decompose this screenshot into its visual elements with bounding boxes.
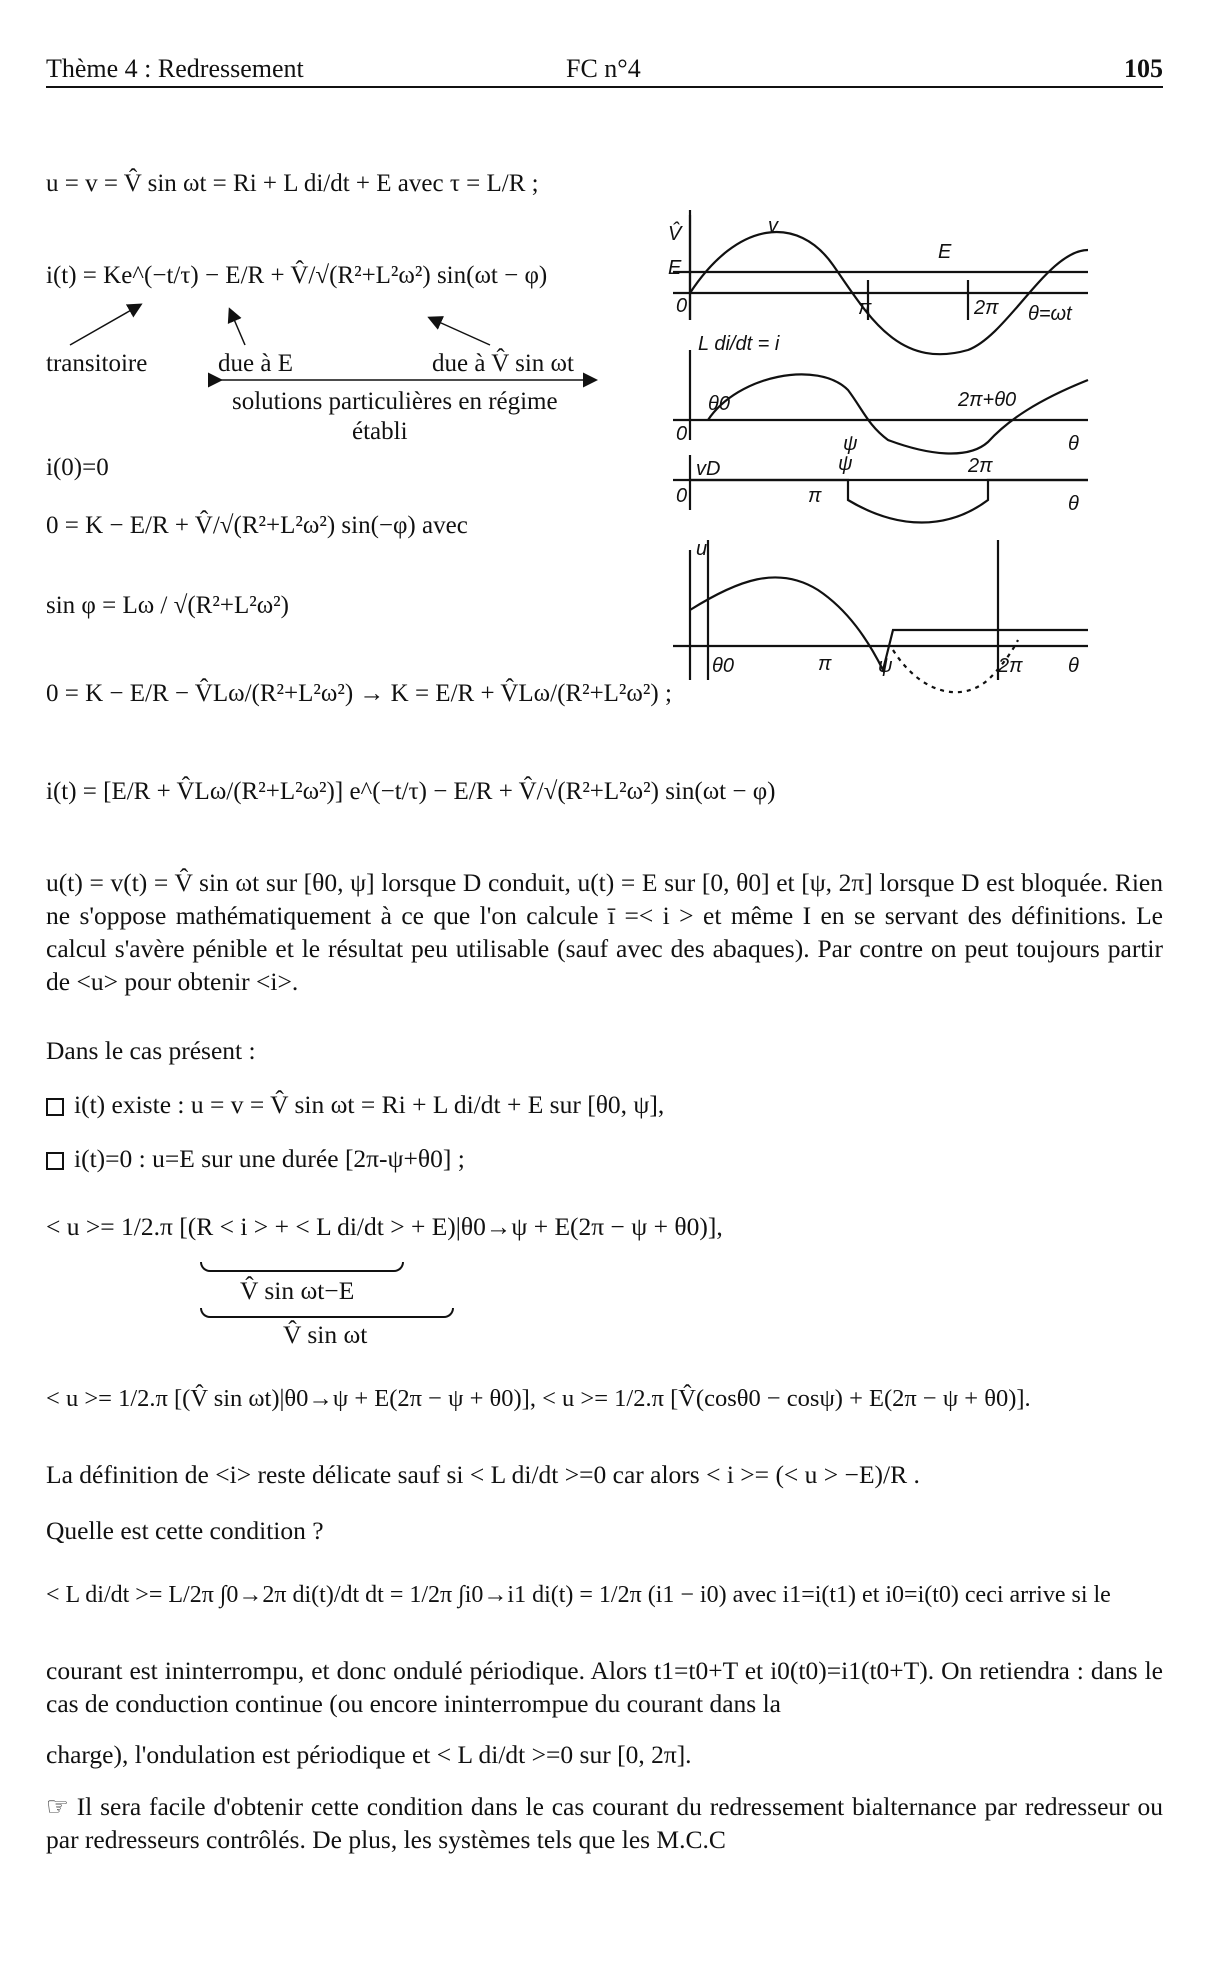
bullet-text-1: i(t) existe : u = v = V̂ sin ωt = Ri + L di/dt + E sur [θ0, ψ], bbox=[74, 1090, 665, 1119]
page-header bbox=[46, 52, 1163, 88]
label-psi-3: ψ bbox=[838, 453, 853, 475]
paragraph-ininterrompu: courant est ininterrompu, et donc ondulé périodique. Alors t1=t0+T et i0(t0)=i1(t0+T). On retiendra : dans le cas de conduction continue (ou encore ininterrompue du courant dans la bbox=[46, 1656, 1163, 1718]
label-E-curve: E bbox=[938, 241, 952, 263]
equation-average-u-2: < u >= 1/2.π [(V̂ sin ωt)|θ0→ψ + E(2π − ψ + θ0)], < u >= 1/2.π [V̂(cosθ0 − cosψ) + E(2π − ψ + θ0)]. bbox=[46, 1385, 1031, 1412]
arrow-due-v bbox=[430, 318, 490, 345]
checkbox-icon bbox=[46, 1098, 64, 1116]
label-theta0-2: θ0 bbox=[708, 393, 730, 415]
label-due-e: due à E bbox=[218, 350, 293, 377]
paragraph-conduction: u(t) = v(t) = V̂ sin ωt sur [θ0, ψ] lorsque D conduit, u(t) = E sur [0, θ0] et [ψ, 2π] lorsque D est bloquée. Rien ne s'oppose mathématiquement à ce que l'on calcule ī =< i > et même I en se servant des définitions. Le calcul s'avère pénible et le résultat peu utilisable (sauf avec des abaques). Par contre on peut toujours partir de <u> pour obtenir <i>. bbox=[46, 868, 1163, 996]
label-solutions: solutions particulières en régime bbox=[232, 388, 558, 415]
equation-k1: 0 = K − E/R + V̂/√(R²+L²ω²) sin(−φ) avec bbox=[46, 512, 468, 539]
label-2pi-3: 2π bbox=[968, 455, 993, 477]
label-zero-3: 0 bbox=[676, 485, 688, 507]
equation-current: i(t) = Ke^(−t/τ) − E/R + V̂/√(R²+L²ω²) sin(ωt − φ) bbox=[46, 262, 548, 289]
paragraph-bialternance: ☞ Il sera facile d'obtenir cette condition dans le cas courant du redressement bialternance par redresseur ou par redresseurs contrôlés. De plus, les systèmes tels que les M.C.C bbox=[46, 1792, 1163, 1854]
label-etabli: établi bbox=[352, 418, 408, 445]
label-pi-1: π bbox=[858, 297, 872, 319]
equation-initial: i(0)=0 bbox=[46, 454, 109, 481]
underbrace-1 bbox=[200, 1262, 404, 1272]
label-E-axis: E bbox=[668, 257, 682, 279]
curve-ldidt bbox=[708, 374, 1088, 453]
label-2pi-4: 2π bbox=[998, 655, 1023, 677]
bullet-it-existe bbox=[46, 1090, 664, 1120]
waveform-figure bbox=[668, 210, 1098, 750]
label-theta-wt: θ=ωt bbox=[1028, 303, 1072, 325]
label-pi-3: π bbox=[808, 485, 822, 507]
label-zero-2: 0 bbox=[676, 423, 688, 445]
equation-condition: < L di/dt >= L/2π ∫0→2π di(t)/dt dt = 1/2π ∫i0→i1 di(t) = 1/2π (i1 − i0) avec i1=i(t1) et i0=i(t0) ceci arrive si le bbox=[46, 1582, 1111, 1608]
equation-voltage: u = v = V̂ sin ωt = Ri + L di/dt + E avec τ = L/R ; bbox=[46, 170, 539, 197]
equation-it-final: i(t) = [E/R + V̂Lω/(R²+L²ω²)] e^(−t/τ) − E/R + V̂/√(R²+L²ω²) sin(ωt − φ) bbox=[46, 778, 776, 805]
label-v: v bbox=[768, 215, 778, 237]
label-pi-4: π bbox=[818, 653, 832, 675]
equation-k2: 0 = K − E/R − V̂Lω/(R²+L²ω²) → K = E/R + V̂Lω/(R²+L²ω²) ; bbox=[46, 680, 672, 707]
label-u: u bbox=[696, 538, 708, 560]
theme-title: Thème 4 : Redressement bbox=[46, 54, 304, 83]
bullet-it-zero bbox=[46, 1144, 465, 1174]
paragraph-ondulation: charge), l'ondulation est périodique et < L di/dt >=0 sur [0, 2π]. bbox=[46, 1740, 692, 1769]
label-vhat: V̂ bbox=[668, 223, 682, 245]
label-transitoire: transitoire bbox=[46, 350, 148, 377]
arrow-due-e bbox=[230, 310, 245, 345]
text-cas-present: Dans le cas présent : bbox=[46, 1036, 256, 1065]
fc-number: FC n°4 bbox=[566, 54, 641, 83]
brace-label-1: V̂ sin ωt−E bbox=[240, 1276, 355, 1305]
label-vd: vD bbox=[696, 458, 721, 480]
equation-sinphi: sin φ = Lω / √(R²+L²ω²) bbox=[46, 592, 289, 619]
label-theta0-4: θ0 bbox=[712, 655, 734, 677]
brace-label-2: V̂ sin ωt bbox=[283, 1320, 368, 1349]
bullet-text-2: i(t)=0 : u=E sur une durée [2π-ψ+θ0] ; bbox=[74, 1144, 465, 1173]
text-question: Quelle est cette condition ? bbox=[46, 1516, 324, 1545]
label-due-v: due à V̂ sin ωt bbox=[432, 350, 574, 377]
curve-vd bbox=[690, 480, 1088, 523]
text-definition: La définition de <i> reste délicate sauf si < L di/dt >=0 car alors < i >= (< u > −E)/R . bbox=[46, 1460, 920, 1489]
label-2pi-1: 2π bbox=[974, 297, 999, 319]
arrow-transitoire bbox=[70, 305, 140, 345]
label-theta-2: θ bbox=[1068, 433, 1079, 455]
label-theta-4: θ bbox=[1068, 655, 1079, 677]
page-number: 105 bbox=[1124, 54, 1163, 83]
label-psi-4: ψ bbox=[878, 655, 893, 677]
underbrace-2 bbox=[200, 1308, 454, 1318]
checkbox-icon bbox=[46, 1152, 64, 1170]
label-2pi-theta0: 2π+θ0 bbox=[958, 389, 1017, 411]
label-ldidt: L di/dt = i bbox=[698, 333, 780, 355]
label-zero-1: 0 bbox=[676, 295, 688, 317]
label-theta-3: θ bbox=[1068, 493, 1079, 515]
equation-average-u-1: < u >= 1/2.π [(R < i > + < L di/dt > + E)|θ0→ψ + E(2π − ψ + θ0)], bbox=[46, 1212, 723, 1241]
label-psi-2: ψ bbox=[843, 433, 858, 455]
